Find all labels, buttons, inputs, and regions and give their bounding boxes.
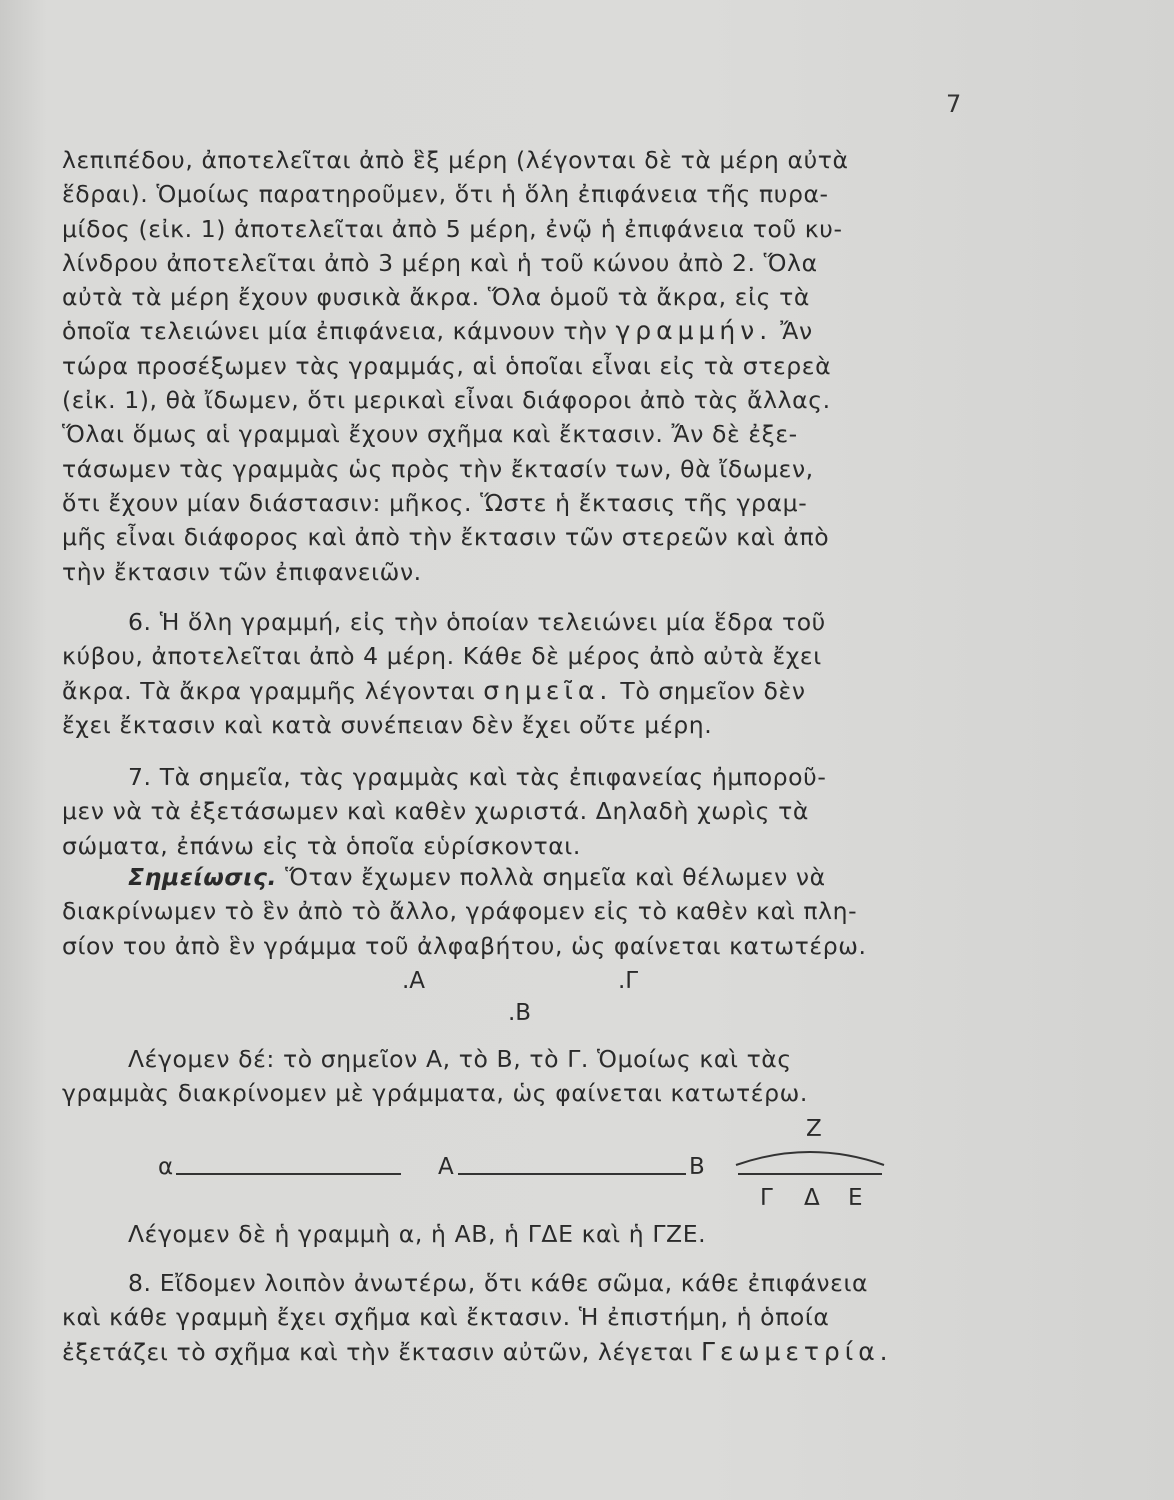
note-term: Σημείωσις. bbox=[128, 863, 278, 891]
text-line: σώματα, ἐπάνω εἰς τὰ ὁποῖα εὑρίσκονται. bbox=[62, 831, 581, 860]
term-grammi: γραμμήν. bbox=[615, 316, 773, 346]
text-line bbox=[62, 1335, 970, 1369]
point-g-label: .Γ bbox=[618, 968, 639, 994]
text-line: σίον του ἀπὸ ἓν γράμμα τοῦ ἀλφαβήτου, ὡς φαίνεται κατωτέρω. bbox=[62, 931, 867, 960]
point-b-label: .Β bbox=[508, 1000, 532, 1026]
text-line: τώρα προσέξωμεν τὰς γραμμάς, αἱ ὁποῖαι εἶναι εἰς τὰ στερεὰ bbox=[62, 351, 832, 380]
page-number: 7 bbox=[946, 90, 962, 118]
paragraph-naming bbox=[62, 1042, 970, 1111]
text-line: ἔχει ἔκτασιν καὶ κατὰ συνέπειαν δὲν ἔχει οὔτε μέρη. bbox=[62, 710, 713, 739]
text-line: γραμμὰς διακρίνομεν μὲ γράμματα, ὡς φαίνεται κατωτέρω. bbox=[62, 1079, 808, 1108]
arc-gze bbox=[730, 1145, 890, 1185]
text-line: διακρίνωμεν τὸ ἓν ἀπὸ τὸ ἄλλο, γράφομεν εἰς τὸ καθὲν καὶ πλη- bbox=[62, 897, 858, 926]
text-line: 8. Εἴδομεν λοιπὸν ἀνωτέρω, ὅτι κάθε σῶμα, κάθε ἐπιφάνεια bbox=[128, 1269, 869, 1297]
text-line: τάσωμεν τὰς γραμμὰς ὡς πρὸς τὴν ἔκτασίν των, θὰ ἴδωμεν, bbox=[62, 454, 814, 483]
text-fragment: Ἄν bbox=[780, 317, 813, 346]
text-line: τὴν ἔκτασιν τῶν ἐπιφανειῶν. bbox=[62, 557, 422, 586]
line-z-label: Ζ bbox=[806, 1116, 822, 1142]
text-line: μίδος (εἰκ. 1) ἀποτελεῖται ἀπὸ 5 μέρη, ἐνῷ ἡ ἐπιφάνεια τοῦ κυ- bbox=[62, 214, 843, 243]
line-ab-end-label: Β bbox=[689, 1154, 705, 1180]
text-line bbox=[62, 860, 970, 894]
text-line: Λέγομεν δέ: τὸ σημεῖον Α, τὸ Β, τὸ Γ. Ὁμοίως καὶ τὰς bbox=[128, 1045, 792, 1073]
text-line: Λέγομεν δὲ ἡ γραμμὴ α, ἡ ΑΒ, ἡ ΓΔΕ καὶ ἡ ΓΖΕ. bbox=[128, 1220, 707, 1248]
text-line: Ὅλαι ὅμως αἱ γραμμαὶ ἔχουν σχῆμα καὶ ἔκτασιν. Ἄν δὲ ἐξε- bbox=[62, 420, 798, 449]
text-line: (εἰκ. 1), θὰ ἴδωμεν, ὅτι μερικαὶ εἶναι διάφοροι ἀπὸ τὰς ἄλλας. bbox=[62, 386, 831, 415]
paragraph-section-7 bbox=[62, 760, 970, 863]
text-line: μεν νὰ τὰ ἐξετάσωμεν καὶ καθὲν χωριστά. Δηλαδὴ χωρὶς τὰ bbox=[62, 797, 809, 826]
text-fragment: ἄκρα. Τὰ ἄκρα γραμμῆς λέγονται bbox=[62, 676, 476, 705]
text-line bbox=[62, 314, 970, 348]
text-line bbox=[62, 674, 970, 708]
term-simeia: σημεῖα. bbox=[483, 675, 613, 705]
text-line: κύβου, ἀποτελεῖται ἀπὸ 4 μέρη. Κάθε δὲ μέρος ἀπὸ αὐτὰ ἔχει bbox=[62, 642, 822, 671]
text-fragment: Ὅταν ἔχωμεν πολλὰ σημεῖα καὶ θέλωμεν νὰ bbox=[285, 863, 826, 891]
text-fragment: ἐξετάζει τὸ σχῆμα καὶ τὴν ἔκτασιν αὐτῶν, λέγεται bbox=[62, 1337, 693, 1366]
text-line: καὶ κάθε γραμμὴ ἔχει σχῆμα καὶ ἔκτασιν. Ἡ ἐπιστήμη, ἡ ὁποία bbox=[62, 1303, 830, 1332]
paragraph-section-8 bbox=[62, 1266, 970, 1369]
text-line: λίνδρου ἀποτελεῖται ἀπὸ 3 μέρη καὶ ἡ τοῦ κώνου ἀπὸ 2. Ὅλα bbox=[62, 248, 818, 277]
text-line: 6. Ἡ ὅλη γραμμή, εἰς τὴν ὁποίαν τελειώνει μία ἕδρα τοῦ bbox=[128, 608, 826, 636]
paragraph-section-6 bbox=[62, 605, 970, 742]
line-ab bbox=[458, 1173, 686, 1175]
text-line: 7. Τὰ σημεῖα, τὰς γραμμὰς καὶ τὰς ἐπιφανείας ἠμποροῦ- bbox=[128, 763, 827, 791]
line-ab-start-label: Α bbox=[438, 1154, 454, 1180]
term-geometria: Γεωμετρία. bbox=[701, 1336, 893, 1366]
point-a-label: .Α bbox=[402, 968, 426, 994]
paragraph-surfaces-lines bbox=[62, 143, 970, 589]
text-line: μῆς εἶναι διάφορος καὶ ἀπὸ τὴν ἔκτασιν τῶν στερεῶν καὶ ἀπὸ bbox=[62, 523, 830, 552]
text-line: ἕδραι). Ὁμοίως παρατηροῦμεν, ὅτι ἡ ὅλη ἐπιφάνεια τῆς πυρα- bbox=[62, 180, 829, 209]
text-fragment: Τὸ σημεῖον δὲν bbox=[620, 676, 806, 705]
text-line: ὅτι ἔχουν μίαν διάστασιν: μῆκος. Ὥστε ἡ ἔκτασις τῆς γραμ- bbox=[62, 488, 808, 517]
line-e-label: Ε bbox=[848, 1185, 863, 1211]
text-line: αὐτὰ τὰ μέρη ἔχουν φυσικὰ ἄκρα. Ὅλα ὁμοῦ τὰ ἄκρα, εἰς τὰ bbox=[62, 283, 810, 312]
text-line: λεπιπέδου, ἀποτελεῖται ἀπὸ ἓξ μέρη (λέγονται δὲ τὰ μέρη αὐτὰ bbox=[62, 146, 849, 174]
paragraph-note bbox=[62, 860, 970, 963]
line-alpha bbox=[176, 1173, 401, 1175]
line-d-label: Δ bbox=[804, 1185, 820, 1211]
line-alpha-label: α bbox=[158, 1154, 174, 1180]
text-fragment: ὁποῖα τελειώνει μία ἐπιφάνεια, κάμνουν τὴν bbox=[62, 317, 608, 346]
paragraph-lines-naming bbox=[62, 1217, 970, 1251]
line-g-label: Γ bbox=[760, 1185, 773, 1211]
